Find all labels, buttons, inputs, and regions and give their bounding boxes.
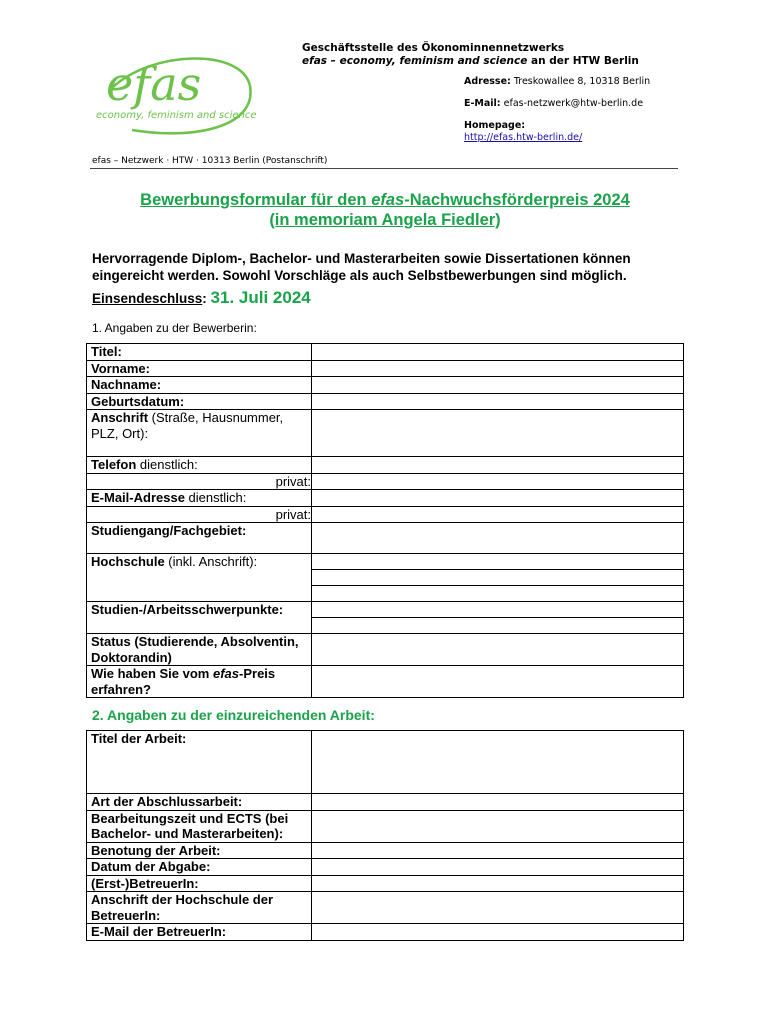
homepage-link[interactable]: http://efas.htw-berlin.de/ <box>464 132 583 143</box>
work-table <box>86 730 684 941</box>
schwerpunkte-field-1[interactable] <box>312 602 684 618</box>
table-row: privat: <box>87 473 684 490</box>
table-row: Nachname: <box>87 377 684 394</box>
org-header <box>302 42 639 68</box>
deadline: Einsendeschluss: 31. Juli 2024 <box>92 288 311 307</box>
table-row: (Erst-)BetreuerIn: <box>87 875 684 892</box>
section1-heading: 1. Angaben zu der Bewerberin: <box>92 321 257 335</box>
table-row: Bearbeitungszeit und ECTS (bei Bachelor- und Masterarbeiten): <box>87 810 684 842</box>
efas-logo <box>92 48 262 140</box>
table-row: Studien-/Arbeitsschwerpunkte: <box>87 602 684 618</box>
table-row: Geburtsdatum: <box>87 393 684 410</box>
table-row: E-Mail der BetreuerIn: <box>87 924 684 941</box>
vorname-field[interactable] <box>312 360 684 377</box>
status-field[interactable] <box>312 634 684 666</box>
hochschule-field-3[interactable] <box>312 586 684 602</box>
header-divider <box>90 168 678 169</box>
deadline-date: 31. Juli 2024 <box>210 288 311 307</box>
org-line1: Geschäftsstelle des Ökonominnennetzwerks <box>302 42 565 54</box>
betreuer-field[interactable] <box>312 875 684 892</box>
intro-text: Hervorragende Diplom-, Bachelor- und Masterarbeiten sowie Dissertationen können eingereicht werden. Sowohl Vorschläge als auch Selbstbewerbungen sind möglich. <box>92 251 631 283</box>
applicant-table <box>86 343 684 698</box>
table-row: Anschrift (Straße, Hausnummer, PLZ, Ort): <box>87 410 684 457</box>
table-row: Status (Studierende, Absolventin, Doktorandin) <box>87 634 684 666</box>
table-row: Titel: <box>87 344 684 361</box>
telefon-privat-field[interactable] <box>312 473 684 490</box>
table-row: Benotung der Arbeit: <box>87 842 684 859</box>
datum-field[interactable] <box>312 859 684 876</box>
email-line: E-Mail: efas-netzwerk@htw-berlin.de <box>464 98 644 109</box>
homepage-link-line <box>464 132 582 144</box>
hochschule-field-2[interactable] <box>312 570 684 586</box>
table-row: Vorname: <box>87 360 684 377</box>
email-betreuer-field[interactable] <box>312 924 684 941</box>
postal-address: efas – Netzwerk · HTW · 10313 Berlin (Postanschrift) <box>92 156 328 166</box>
table-row: privat: <box>87 506 684 523</box>
titel-field[interactable] <box>312 344 684 361</box>
schwerpunkte-field-2[interactable] <box>312 618 684 634</box>
table-row: Datum der Abgabe: <box>87 859 684 876</box>
email-privat-field[interactable] <box>312 506 684 523</box>
geburtsdatum-field[interactable] <box>312 393 684 410</box>
anschrift-hochschule-field[interactable] <box>312 892 684 924</box>
anschrift-field[interactable] <box>312 410 684 457</box>
titel-arbeit-field[interactable] <box>312 731 684 794</box>
logo-wordmark: efas <box>106 57 202 111</box>
logo-tagline: economy, feminism and science <box>96 110 257 121</box>
page-title: Bewerbungsformular für den efas-Nachwuchsförderpreis 2024 (in memoriam Angela Fiedler) <box>140 191 630 229</box>
page-subtitle: (in memoriam Angela Fiedler) <box>269 211 501 229</box>
table-row: Titel der Arbeit: <box>87 731 684 794</box>
table-row: Art der Abschlussarbeit: <box>87 794 684 811</box>
table-row: Telefon dienstlich: <box>87 457 684 474</box>
section2-heading: 2. Angaben zu der einzureichenden Arbeit: <box>92 707 375 723</box>
nachname-field[interactable] <box>312 377 684 394</box>
benotung-field[interactable] <box>312 842 684 859</box>
table-row: E-Mail-Adresse dienstlich: <box>87 490 684 507</box>
address-line: Adresse: Treskowallee 8, 10318 Berlin <box>464 76 651 87</box>
table-row: Studiengang/Fachgebiet: <box>87 523 684 554</box>
ects-field[interactable] <box>312 810 684 842</box>
email-dienstlich-field[interactable] <box>312 490 684 507</box>
art-field[interactable] <box>312 794 684 811</box>
table-row: Hochschule (inkl. Anschrift): <box>87 554 684 570</box>
studiengang-field[interactable] <box>312 523 684 554</box>
homepage-label: Homepage: <box>464 120 526 131</box>
preis-erfahren-field[interactable] <box>312 666 684 698</box>
hochschule-field-1[interactable] <box>312 554 684 570</box>
telefon-dienstlich-field[interactable] <box>312 457 684 474</box>
org-line2: efas – economy, feminism and science an der HTW Berlin <box>302 55 639 67</box>
table-row: Anschrift der Hochschule der BetreuerIn: <box>87 892 684 924</box>
table-row: Wie haben Sie vom efas-Preis erfahren? <box>87 666 684 698</box>
